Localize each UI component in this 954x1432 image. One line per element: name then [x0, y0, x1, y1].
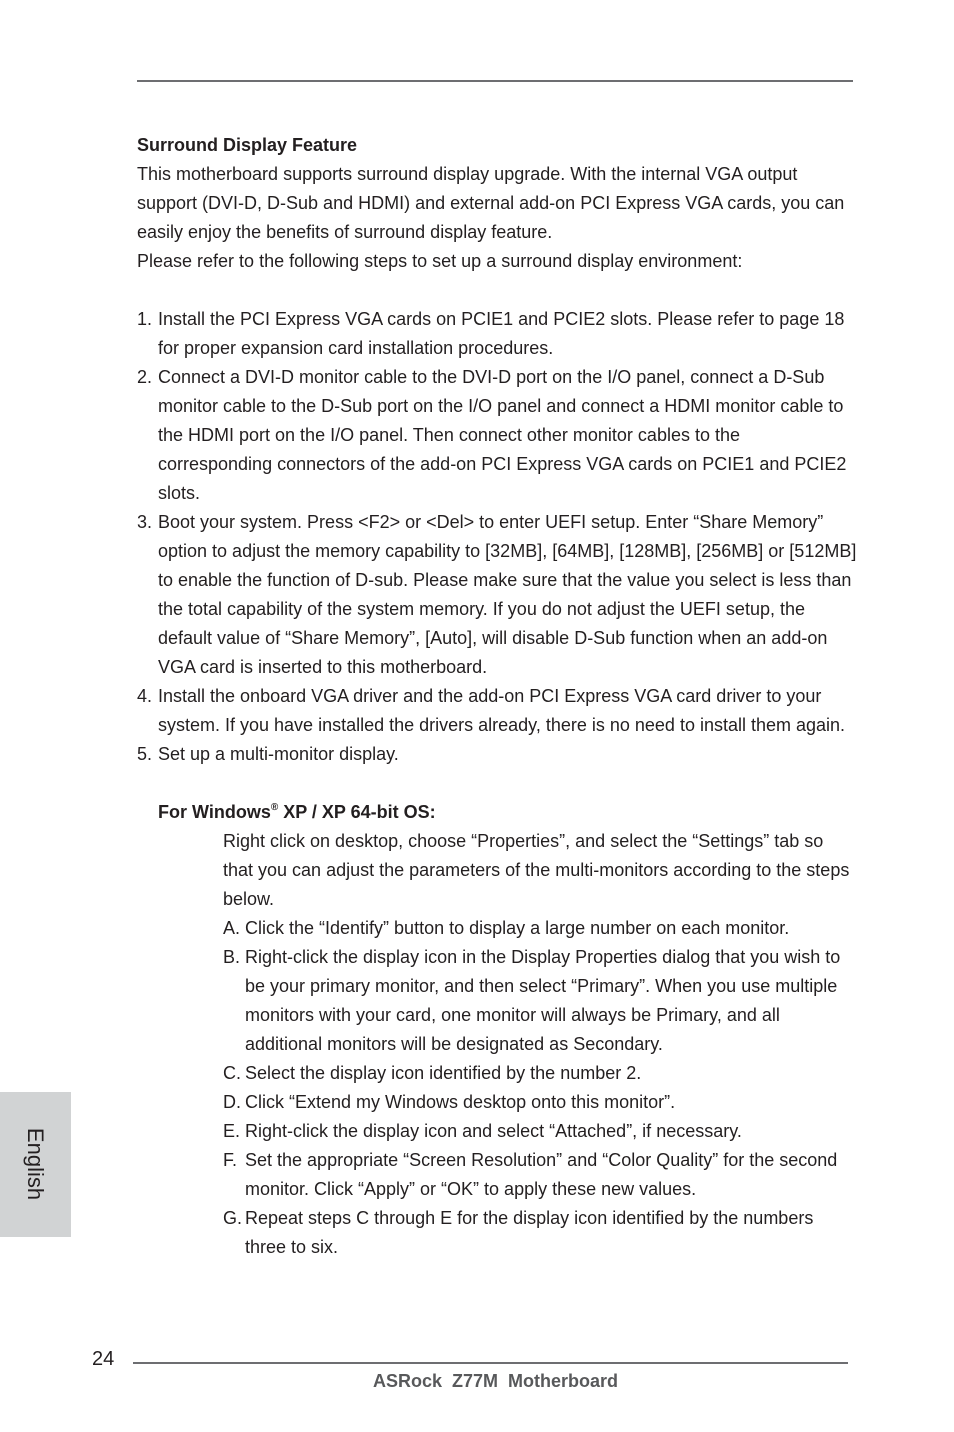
substep-item [223, 914, 857, 943]
substep-letter: B. [223, 947, 241, 967]
step-item [137, 363, 857, 508]
step-text: Connect a DVI-D monitor cable to the DVI-D port on the I/O panel, connect a D-Sub monitor cable to the D-Sub port on the I/O panel and connect a HDMI monitor cable to the HDMI port on the I/O panel. Then connect other monitor cables to the corresponding connectors of the add-on PCI Express VGA cards on PCIE1 and PCIE2 slots. [158, 367, 847, 503]
step-item [137, 682, 857, 740]
header-rule [137, 80, 853, 82]
substep-letter: C. [223, 1063, 241, 1083]
os-instructions [223, 827, 857, 1262]
os-heading: For Windows® XP / XP 64-bit OS: [158, 802, 436, 822]
substep-item [223, 943, 857, 1059]
substep-text: Select the display icon identified by the number 2. [245, 1063, 642, 1083]
footer-product-title: ASRock Z77M Motherboard [373, 1371, 619, 1391]
registered-mark: ® [270, 802, 279, 813]
windows-xp-section [158, 798, 857, 1262]
substep-letter: G. [223, 1208, 243, 1228]
page-number: 24 [92, 1348, 115, 1370]
section-heading: Surround Display Feature [137, 135, 358, 155]
substep-letter: E. [223, 1121, 241, 1141]
substep-text: Right-click the display icon and select “Attached”, if necessary. [245, 1121, 742, 1141]
step-text: Boot your system. Press <F2> or <Del> to enter UEFI setup. Enter “Share Memory” option to adjust the memory capability to [32MB], [64MB], [128MB], [256MB] or [512MB] to enable the function of D-sub. Please make sure that the value you select is less than the total capability of the system memory. If you do not adjust the UEFI setup, the default value of “Share Memory”, [Auto], will disable D-Sub function when an add-on VGA card is inserted to this motherboard. [158, 512, 857, 677]
footer-rule [133, 1362, 848, 1364]
step-item [137, 508, 857, 682]
language-side-tab [0, 1092, 71, 1237]
substep-text: Set the appropriate “Screen Resolution” and “Color Quality” for the second monitor. Click “Apply” or “OK” to apply these new values. [245, 1150, 838, 1199]
step-number: 4. [137, 686, 153, 706]
substep-text: Click the “Identify” button to display a large number on each monitor. [245, 918, 790, 938]
setup-steps-list [137, 305, 857, 769]
substep-letter: A. [223, 918, 241, 938]
step-text: Set up a multi-monitor display. [158, 744, 399, 764]
substep-item [223, 1204, 857, 1262]
substeps-list [223, 914, 857, 1262]
substep-text: Click “Extend my Windows desktop onto this monitor”. [245, 1092, 676, 1112]
step-number: 2. [137, 367, 153, 387]
substep-letter: D. [223, 1092, 241, 1112]
step-text: Install the PCI Express VGA cards on PCIE1 and PCIE2 slots. Please refer to page 18 for proper expansion card installation procedures. [158, 309, 845, 358]
intro-instruction: Please refer to the following steps to set up a surround display environment: [137, 251, 743, 271]
step-number: 1. [137, 309, 153, 329]
language-label: English [23, 1127, 48, 1201]
step-text: Install the onboard VGA driver and the add-on PCI Express VGA card driver to your system. If you have installed the drivers already, there is no need to install them again. [158, 686, 846, 735]
substep-text: Right-click the display icon in the Display Properties dialog that you wish to be your primary monitor, and then select “Primary”. When you use multiple monitors with your card, one monitor will always be Primary, and all additional monitors will be designated as Secondary. [245, 947, 841, 1054]
substep-item [223, 1146, 857, 1204]
step-item [137, 305, 857, 363]
substep-letter: F. [223, 1150, 238, 1170]
intro-paragraph: This motherboard supports surround display upgrade. With the internal VGA output support (DVI-D, D-Sub and HDMI) and external add-on PCI Express VGA cards, you can easily enjoy the benefits of surround display feature. [137, 164, 845, 242]
step-item [137, 740, 857, 769]
os-intro: Right click on desktop, choose “Properties”, and select the “Settings” tab so that you can adjust the parameters of the multi-monitors according to the steps below. [223, 831, 850, 909]
substep-item [223, 1059, 857, 1088]
substep-item [223, 1117, 857, 1146]
substep-item [223, 1088, 857, 1117]
page-content [137, 131, 857, 1262]
substep-text: Repeat steps C through E for the display icon identified by the numbers three to six. [245, 1208, 814, 1257]
step-number: 5. [137, 744, 153, 764]
step-number: 3. [137, 512, 153, 532]
